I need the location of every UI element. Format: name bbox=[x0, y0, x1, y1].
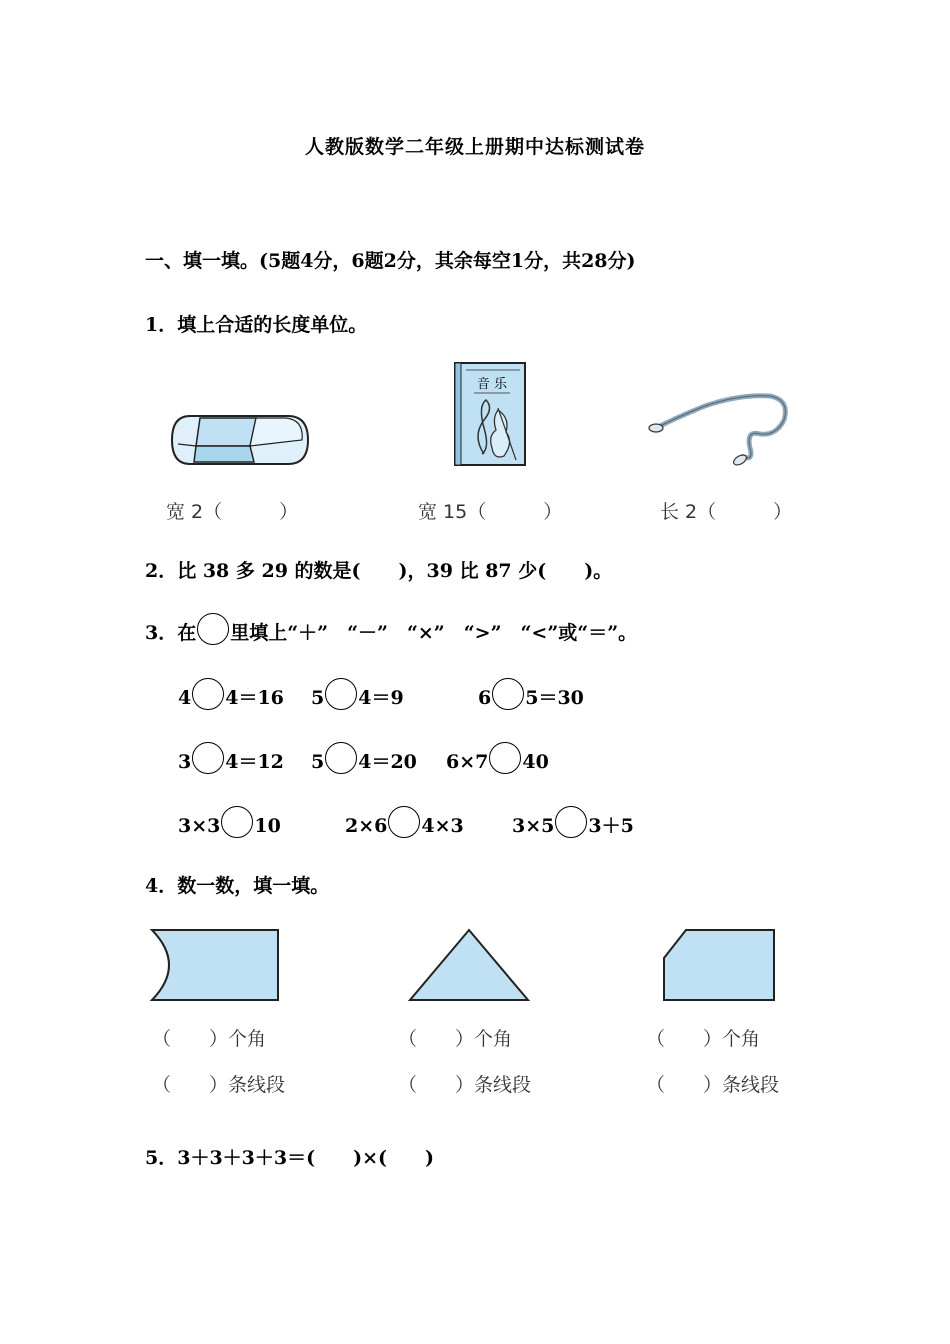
segment-count-1: （ ）条线段 bbox=[152, 1074, 286, 1096]
question-3-suffix: 里填上“＋” “－” “×” “>” “<”或“＝”。 bbox=[230, 622, 638, 644]
answer-circle[interactable] bbox=[388, 806, 420, 838]
q3-item: 6×7 40 bbox=[446, 742, 549, 774]
question-4-label: 4．数一数，填一填。 bbox=[145, 875, 330, 897]
question-3-prefix: 3．在 bbox=[145, 622, 197, 644]
book-title: 音 乐 bbox=[476, 377, 508, 392]
question-3-label bbox=[145, 613, 637, 645]
music-book-icon bbox=[454, 362, 526, 466]
corner-count-3: （ ）个角 bbox=[646, 1028, 761, 1050]
answer-circle[interactable] bbox=[192, 678, 224, 710]
caption-rope: 长 2（ ） bbox=[660, 501, 793, 523]
answer-circle[interactable] bbox=[192, 742, 224, 774]
pentagon-shape-icon bbox=[660, 928, 780, 1004]
q3-item: 4 4＝16 bbox=[178, 678, 284, 710]
section-heading: 一、填一填。(5题4分，6题2分，其余每空1分，共28分) bbox=[145, 250, 636, 272]
corner-count-1: （ ）个角 bbox=[152, 1028, 267, 1050]
q3-item: 3×5 3＋5 bbox=[512, 806, 634, 838]
question-2: 2．比 38 多 29 的数是( )，39 比 87 少( )。 bbox=[145, 560, 613, 582]
corner-count-2: （ ）个角 bbox=[398, 1028, 513, 1050]
segment-count-2: （ ）条线段 bbox=[398, 1074, 532, 1096]
concave-shape-icon bbox=[150, 928, 282, 1004]
triangle-shape-icon bbox=[408, 928, 532, 1004]
blank-circle-icon bbox=[197, 613, 229, 645]
caption-eraser: 宽 2（ ） bbox=[166, 501, 299, 523]
q3-item: 5 4＝9 bbox=[311, 678, 404, 710]
q3-item: 6 5＝30 bbox=[478, 678, 584, 710]
jump-rope-icon bbox=[650, 390, 790, 470]
answer-circle[interactable] bbox=[221, 806, 253, 838]
answer-circle[interactable] bbox=[325, 742, 357, 774]
page-title: 人教版数学二年级上册期中达标测试卷 bbox=[304, 136, 645, 158]
answer-circle[interactable] bbox=[489, 742, 521, 774]
answer-circle[interactable] bbox=[555, 806, 587, 838]
q3-item: 3×3 10 bbox=[178, 806, 281, 838]
q3-item: 2×6 4×3 bbox=[345, 806, 464, 838]
q3-item: 5 4＝20 bbox=[311, 742, 417, 774]
eraser-icon bbox=[170, 410, 310, 468]
caption-book: 宽 15（ ） bbox=[418, 501, 563, 523]
question-1-label: 1．填上合适的长度单位。 bbox=[145, 314, 368, 336]
q3-item: 3 4＝12 bbox=[178, 742, 284, 774]
question-5: 5．3＋3＋3＋3＝( )×( ) bbox=[145, 1147, 434, 1169]
segment-count-3: （ ）条线段 bbox=[646, 1074, 780, 1096]
answer-circle[interactable] bbox=[492, 678, 524, 710]
answer-circle[interactable] bbox=[325, 678, 357, 710]
